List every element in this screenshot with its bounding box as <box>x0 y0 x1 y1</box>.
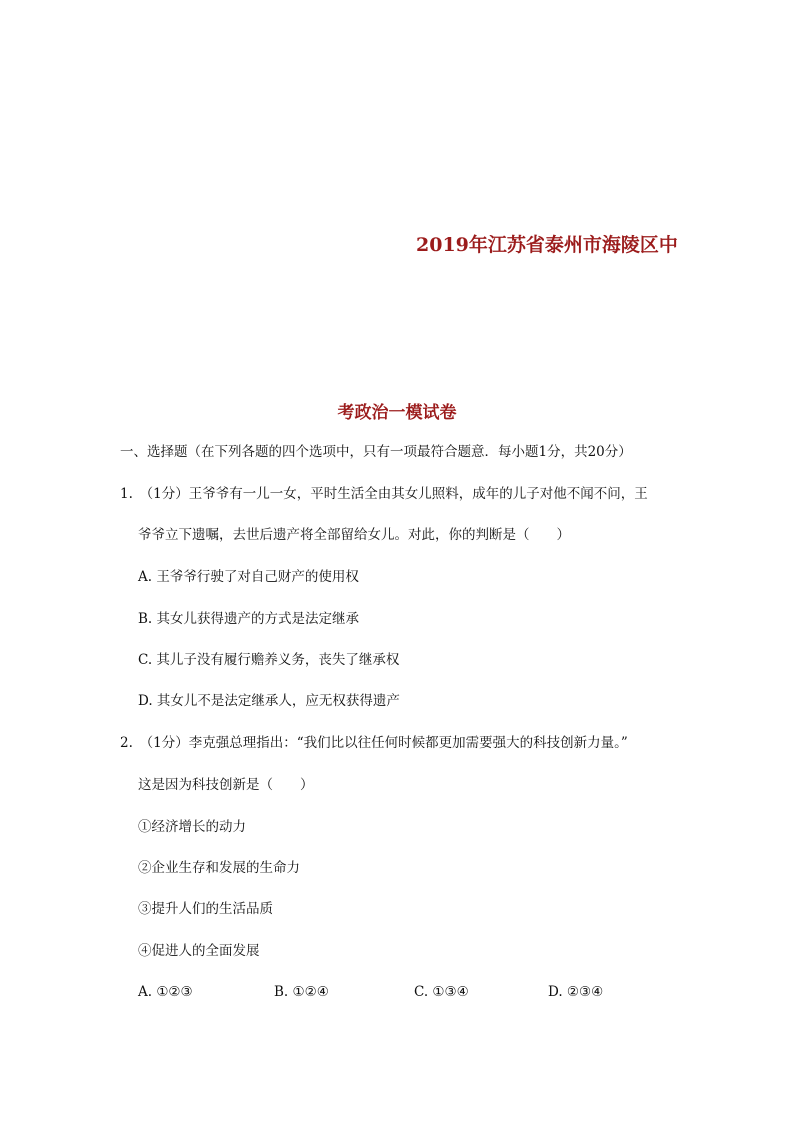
question-2-item-1: ①经济增长的动力 <box>138 819 246 835</box>
document-title-line-1: 2019年江苏省泰州市海陵区中 <box>416 234 678 256</box>
question-1-option-d: D. 其女儿不是法定继承人，应无权获得遗产 <box>138 693 400 709</box>
question-1-option-c: C. 其儿子没有履行赡养义务，丧失了继承权 <box>138 652 400 668</box>
question-2-item-4: ④促进人的全面发展 <box>138 943 260 959</box>
question-2-stem-line-1: 2. （1分）李克强总理指出：“我们比以往任何时候都更加需要强大的科技创新力量。” <box>120 735 628 751</box>
question-1-option-b: B. 其女儿获得遗产的方式是法定继承 <box>138 611 360 627</box>
question-1-stem-line-2: 爷爷立下遗嘱，去世后遗产将全部留给女儿。对此，你的判断是（ ） <box>138 527 570 543</box>
question-1-option-a: A. 王爷爷行驶了对自己财产的使用权 <box>138 569 359 585</box>
question-2-option-b: B. ①②④ <box>274 984 329 1000</box>
section-heading: 一、选择题（在下列各题的四个选项中，只有一项最符合题意．每小题1分，共20分） <box>120 444 632 460</box>
question-2-item-3: ③提升人们的生活品质 <box>138 901 273 917</box>
question-2-option-c: C. ①③④ <box>414 984 469 1000</box>
question-1-stem-line-1: 1. （1分）王爷爷有一儿一女，平时生活全由其女儿照料，成年的儿子对他不闻不问，王 <box>120 486 648 502</box>
question-2-option-d: D. ②③④ <box>548 984 604 1000</box>
question-2-option-a: A. ①②③ <box>138 984 193 1000</box>
document-title-line-2: 考政治一模试卷 <box>337 403 457 423</box>
question-2-stem-line-2: 这是因为科技创新是（ ） <box>138 777 314 793</box>
question-2-item-2: ②企业生存和发展的生命力 <box>138 860 300 876</box>
